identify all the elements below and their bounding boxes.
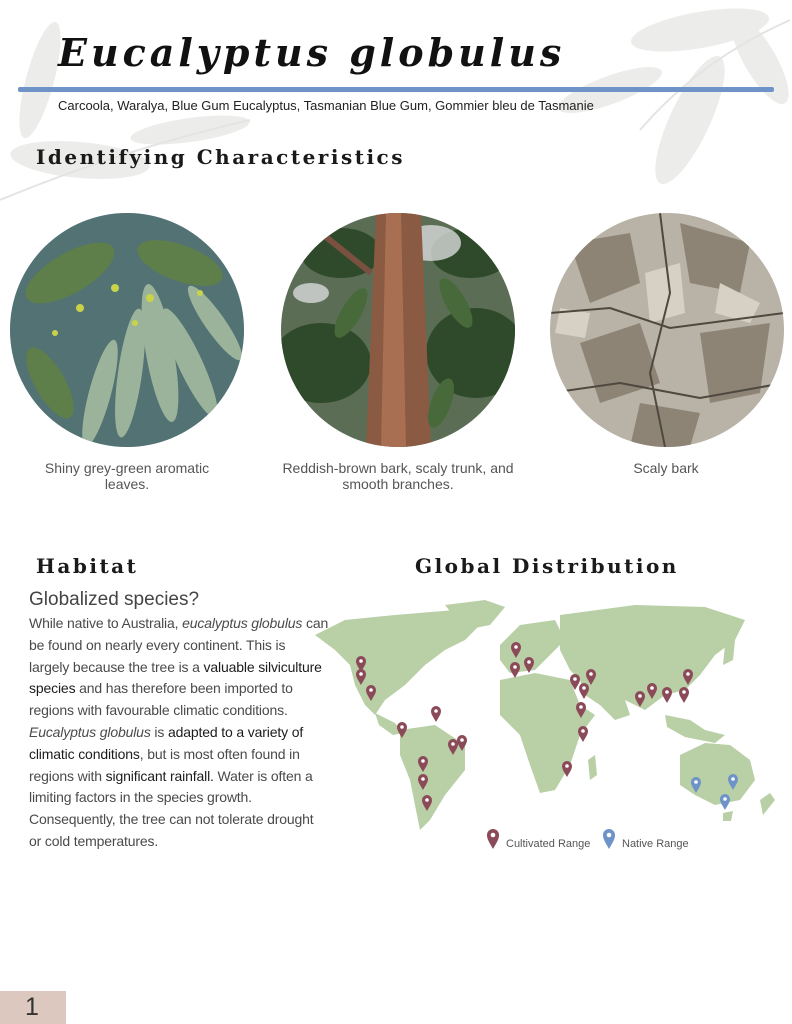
map-pin-dot — [460, 738, 464, 742]
map-pin-dot — [359, 672, 363, 676]
map-pin-icon — [578, 726, 588, 742]
world-distribution-map — [305, 595, 785, 835]
legend-cultivated — [486, 828, 590, 850]
bark-photo — [550, 213, 784, 447]
leaves-photo — [10, 213, 244, 447]
map-pin-icon — [486, 828, 500, 850]
species-name-italic: eucalyptus globulus — [182, 615, 303, 631]
legend-cultivated-label: Cultivated Range — [506, 838, 591, 850]
map-pin-dot — [369, 688, 373, 692]
map-pin-dot — [527, 660, 531, 664]
map-pin-dot — [359, 659, 363, 663]
highlight-text: valuable silviculture species — [29, 658, 322, 697]
map-pin-dot — [579, 705, 583, 709]
map-pin-dot — [421, 777, 425, 781]
species-name-italic: Eucalyptus globulus — [29, 723, 151, 740]
map-pin-dot — [565, 764, 569, 768]
bark-caption: Scaly bark — [633, 460, 699, 476]
habitat-paragraph — [29, 613, 329, 853]
map-pin-dot — [731, 777, 735, 781]
map-pin-dot — [425, 798, 429, 802]
map-pin-icon — [602, 828, 616, 850]
habitat-heading: Habitat — [36, 554, 139, 578]
title-divider — [18, 87, 774, 92]
map-pin-dot — [582, 686, 586, 690]
body-text: Water is often a limiting factors in the species growth. Consequently, the tree can not tolerate drought or cold temperatures. — [29, 767, 314, 849]
leaves-caption: Shiny grey-green aromatic leaves. — [44, 460, 210, 492]
map-pin-icon — [679, 687, 689, 703]
map-pin-dot — [514, 645, 518, 649]
map-pin-dot — [434, 709, 438, 713]
trunk-photo — [281, 213, 515, 447]
body-text: , but is most often found in regions with — [29, 745, 300, 784]
habitat-subheading: Globalized species? — [29, 589, 200, 610]
map-pin-dot — [421, 759, 425, 763]
map-pin-dot — [581, 729, 585, 733]
body-text: While native to Australia, — [29, 615, 183, 631]
map-pin-dot — [451, 742, 455, 746]
map-land — [315, 600, 775, 830]
common-names: Carcoola, Waralya, Blue Gum Eucalyptus, Tasmanian Blue Gum, Gommier bleu de Tasmanie — [58, 98, 594, 113]
map-pin-dot — [682, 690, 686, 694]
global-distribution-heading: Global Distribution — [415, 554, 679, 578]
map-pin-icon — [431, 706, 441, 722]
map-pin-dot — [589, 672, 593, 676]
body-text: and has therefore been imported to regions with favourable climatic conditions. — [29, 680, 293, 719]
identifying-characteristics-heading: Identifying Characteristics — [36, 145, 405, 169]
highlight-text: adapted to a variety of climatic conditions — [29, 723, 304, 762]
legend-native-label: Native Range — [622, 838, 689, 850]
map-pin-dot — [694, 780, 698, 784]
body-text: is — [150, 723, 168, 740]
map-pin-icon — [662, 687, 672, 703]
map-pin-dot — [513, 665, 517, 669]
legend-native — [602, 828, 689, 850]
map-pin-dot — [665, 690, 669, 694]
map-pin-dot — [573, 677, 577, 681]
map-pin-dot — [650, 686, 654, 690]
page-title: Eucalyptus globulus — [58, 30, 566, 75]
map-pin-dot — [686, 672, 690, 676]
highlight-text: significant rainfall. — [105, 767, 214, 784]
body-text: can be found on nearly every continent. This is largely because the tree is a — [29, 615, 329, 675]
map-pin-dot — [723, 797, 727, 801]
map-pin-icon — [720, 794, 730, 810]
map-pin-icon — [510, 662, 520, 678]
trunk-caption: Reddish-brown bark, scaly trunk, and smooth branches. — [282, 460, 514, 492]
map-pin-dot — [638, 694, 642, 698]
page-number: 1 — [25, 993, 39, 1021]
map-pin-dot — [400, 725, 404, 729]
